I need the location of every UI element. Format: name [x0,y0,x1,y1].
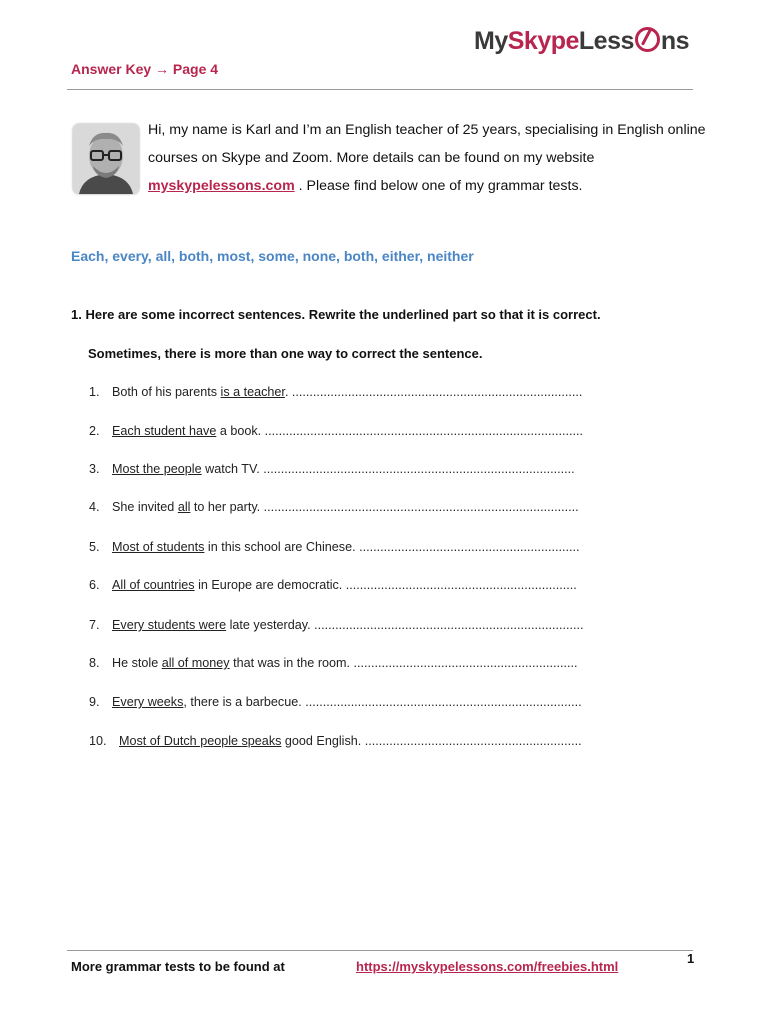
freebies-link[interactable]: https://myskypelessons.com/freebies.html [356,959,619,974]
item-text-post: to her party. .......................................................................................... [190,500,579,514]
item-text-post: in Europe are democratic. .................................................................. [194,578,577,592]
item-number: 6. [89,578,100,592]
item-underlined: all [177,500,191,514]
exercise-item [89,462,575,476]
item-text-post: . ................................................................................... [284,385,583,399]
topic-heading: Each, every, all, both, most, some, none, both, either, neither [71,248,474,264]
instruction-main: 1. Here are some incorrect sentences. Rewrite the underlined part so that it is correct. [71,307,601,322]
intro-text: Hi, my name is Karl and I’m an English teacher of 25 years, specialising in English online courses on Skype and Zoom. More details can be found on my website [148,122,706,166]
logo-part-ns: ns [660,27,690,55]
intro-text-end: . Please find below one of my grammar tests. [294,178,583,194]
item-underlined: Every students were [112,618,227,632]
exercise-item [89,500,579,514]
item-text-post: in this school are Chinese. ............................................................... [204,540,580,554]
item-underlined: is a teacher [220,385,285,399]
item-text-pre: She invited [112,500,178,514]
item-number: 2. [89,424,100,438]
footer-text: More grammar tests to be found at [71,959,285,974]
item-number: 10. [89,734,107,748]
item-number: 1. [89,385,100,399]
item-text-post: , there is a barbecue. ............................................................................... [183,695,582,709]
footer-divider [67,950,693,951]
header-divider [67,89,693,90]
teacher-portrait-icon [73,124,139,194]
intro-paragraph [148,116,708,200]
exercise-item [89,385,582,399]
item-underlined: Most of students [112,540,205,554]
exercise-item [89,424,583,438]
logo-part-less: Less [578,27,634,55]
logo-part-my: My [474,27,508,55]
exercise-item [89,618,584,632]
item-underlined: Each student have [112,424,217,438]
exercise-item [89,734,582,748]
teacher-avatar [73,124,139,194]
answer-key-label: Answer Key → Page 4 [71,61,219,77]
item-number: 7. [89,618,100,632]
item-number: 3. [89,462,100,476]
instruction-note: Sometimes, there is more than one way to correct the sentence. [88,346,483,361]
item-underlined: Most the people [112,462,202,476]
exercise-item [89,656,577,670]
item-underlined: All of countries [112,578,195,592]
exercise-item [89,695,582,709]
logo-o-icon [635,27,660,52]
item-text-post: watch TV. ......................................................................................... [201,462,575,476]
item-number: 9. [89,695,100,709]
item-number: 5. [89,540,100,554]
item-underlined: all of money [161,656,230,670]
exercise-item [89,578,577,592]
item-text-pre: Both of his parents [112,385,221,399]
brand-logo [474,27,689,56]
item-text-post: good English. .............................................................. [281,734,582,748]
exercise-item [89,540,580,554]
website-link[interactable]: myskypelessons.com [148,178,295,194]
item-text-post: a book. ........................................................................................... [216,424,584,438]
logo-part-skype: Skype [507,27,579,55]
item-underlined: Every weeks [112,695,184,709]
item-underlined: Most of Dutch people speaks [119,734,282,748]
page-number: 1 [687,951,695,966]
item-number: 8. [89,656,100,670]
item-text-post: that was in the room. ................................................................ [229,656,578,670]
item-text-pre: He stole [112,656,162,670]
item-text-post: late yesterday. ............................................................................. [226,618,584,632]
item-number: 4. [89,500,100,514]
